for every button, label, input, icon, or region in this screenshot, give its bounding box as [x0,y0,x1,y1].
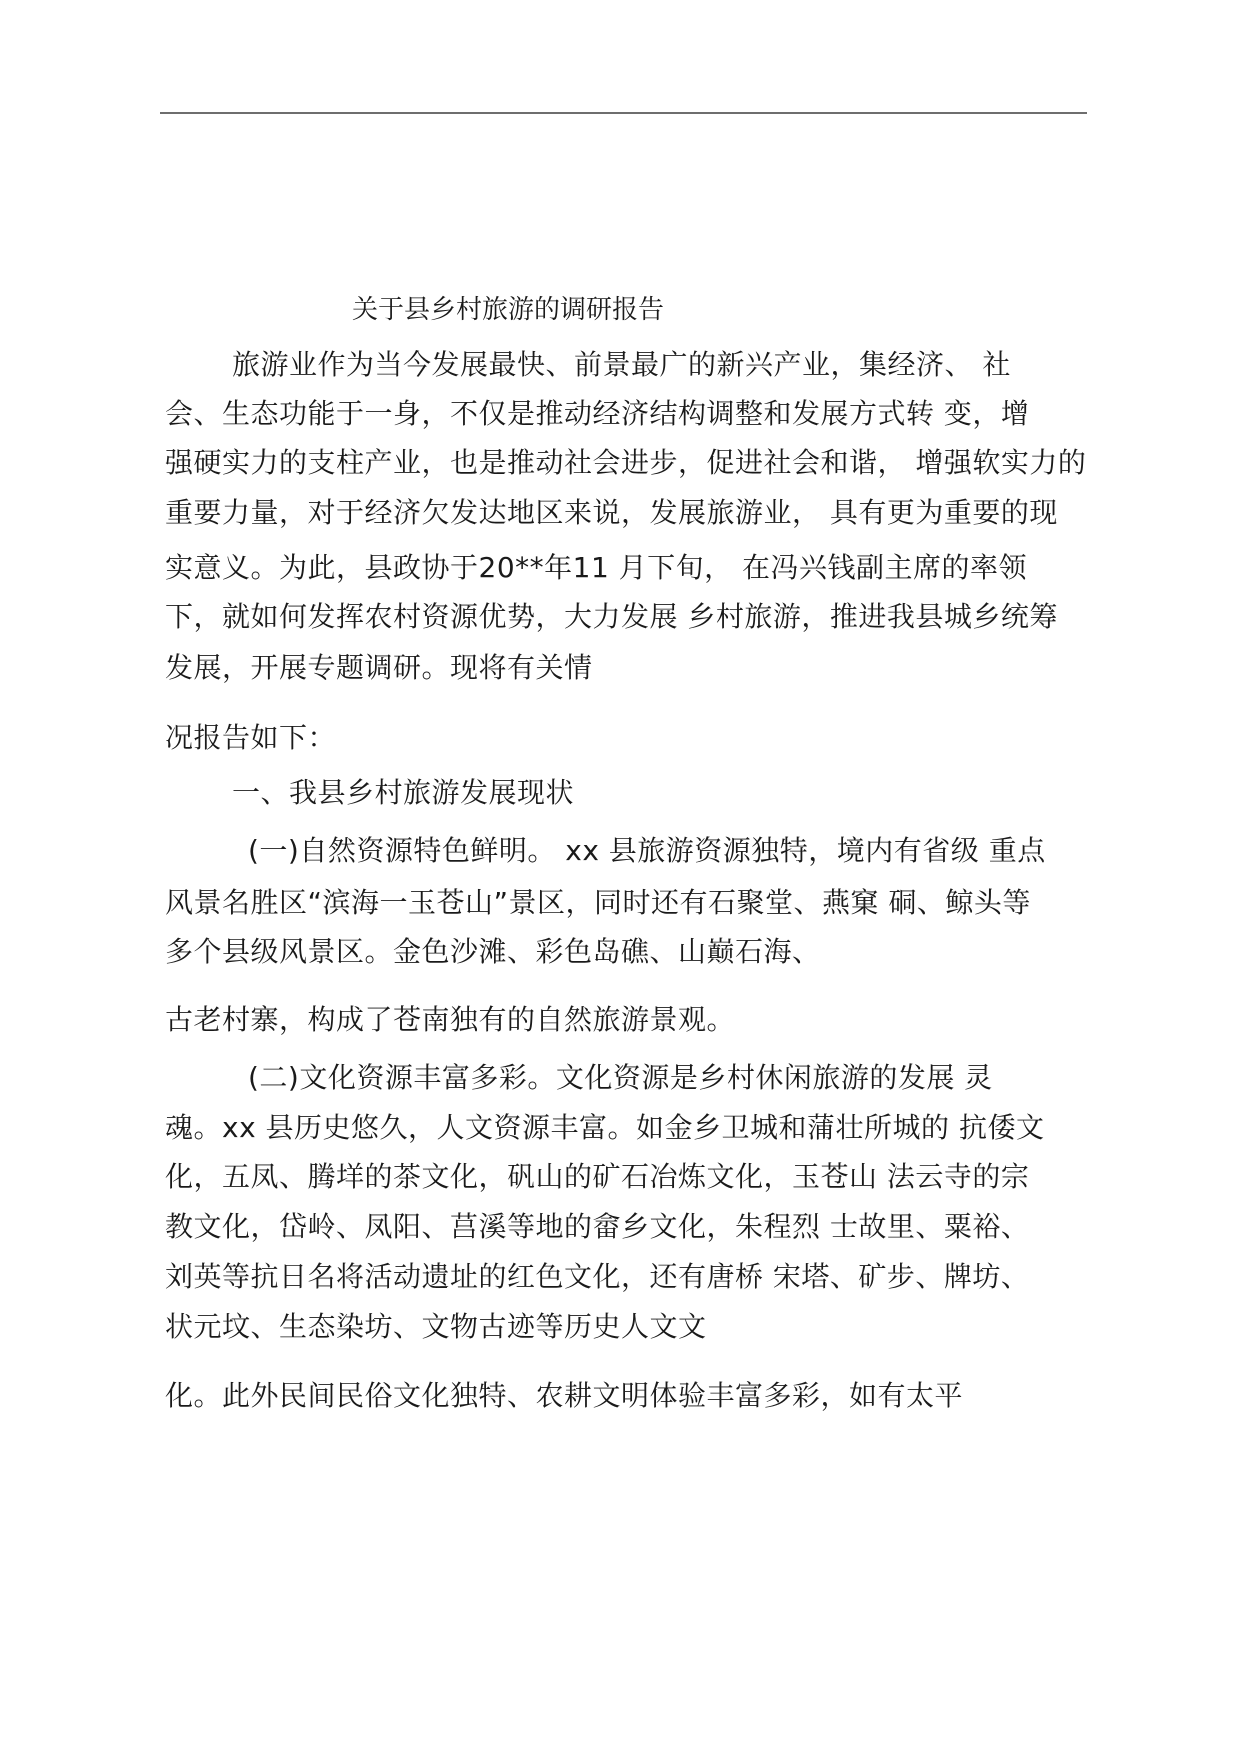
paragraph-line: 风景名胜区“滨海一玉苍山”景区，同时还有石聚堂、燕窠 硐、鲸头等 [165,886,1031,919]
paragraph-line: 化。此外民间民俗文化独特、农耕文明体验丰富多彩，如有太平 [165,1379,964,1412]
paragraph-line: 刘英等抗日名将活动遗址的红色文化，还有唐桥 宋塔、矿步、牌坊、 [165,1260,1030,1293]
paragraph-line: 旅游业作为当今发展最快、前景最广的新兴产业，集经济、 社 [232,348,1011,381]
section-heading: 一、我县乡村旅游发展现状 [232,776,575,809]
paragraph-line: 多个县级风景区。金色沙滩、彩色岛礁、山巅石海、 [165,935,821,968]
paragraph-line: (一)自然资源特色鲜明。 xx 县旅游资源独特，境内有省级 重点 [248,834,1046,867]
paragraph-line: 化，五凤、腾垟的茶文化，矾山的矿石冶炼文化，玉苍山 法云寺的宗 [165,1160,1030,1193]
paragraph-line: 强硬实力的支柱产业，也是推动社会进步，促进社会和谐， 增强软实力的 [165,446,1087,479]
paragraph-line: 实意义。为此，县政协于20**年11 月下旬， 在冯兴钱副主席的率领 [165,551,1028,584]
header-rule [160,112,1087,114]
document-title: 关于县乡村旅游的调研报告 [352,295,665,325]
paragraph-line: 下，就如何发挥农村资源优势，大力发展 乡村旅游，推进我县城乡统筹 [165,600,1058,633]
paragraph-line: (二)文化资源丰富多彩。文化资源是乡村休闲旅游的发展 灵 [248,1061,993,1094]
paragraph-line: 状元坟、生态染坊、文物古迹等历史人文文 [165,1310,707,1343]
paragraph-line: 古老村寨，构成了苍南独有的自然旅游景观。 [165,1003,736,1036]
paragraph-line: 教文化，岱岭、凤阳、莒溪等地的畲乡文化，朱程烈 士故里、粟裕、 [165,1210,1030,1243]
paragraph-line: 发展，开展专题调研。现将有关情 [165,651,593,684]
paragraph-line: 魂。xx 县历史悠久，人文资源丰富。如金乡卫城和蒲壮所城的 抗倭文 [165,1111,1045,1144]
paragraph-line: 重要力量，对于经济欠发达地区来说，发展旅游业， 具有更为重要的现 [165,496,1058,529]
paragraph-line: 况报告如下： [165,721,337,754]
paragraph-line: 会、生态功能于一身，不仅是推动经济结构调整和发展方式转 变，增 [165,397,1030,430]
